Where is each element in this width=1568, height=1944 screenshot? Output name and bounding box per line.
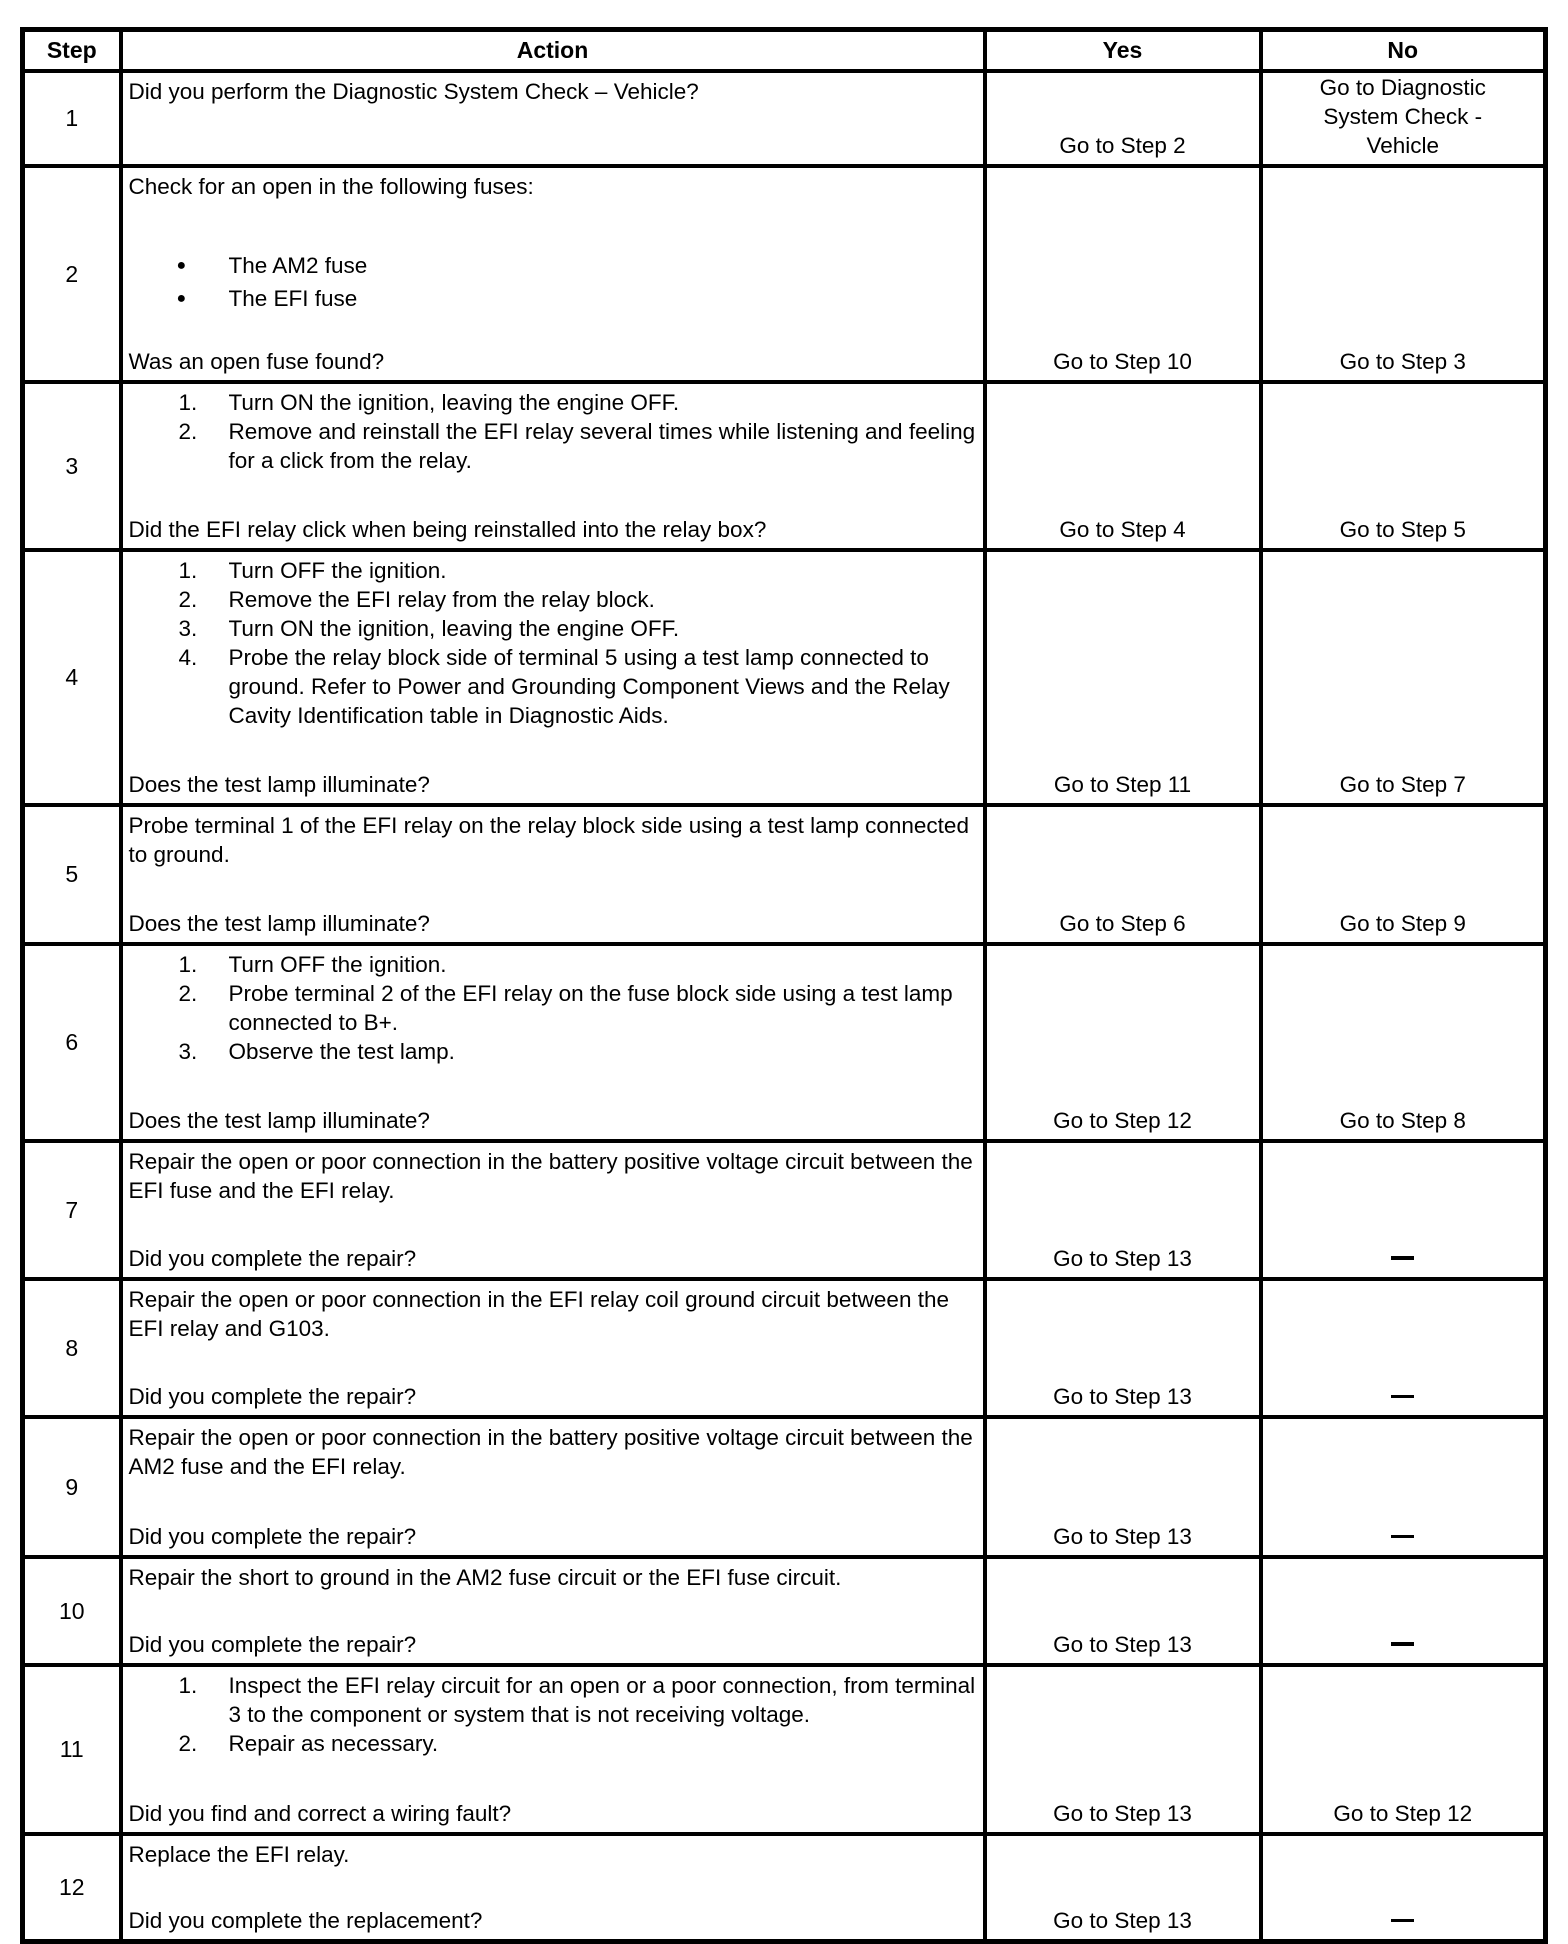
step-number: 2 [23,166,121,382]
no-link[interactable]: Go to Step 8 [1339,1108,1466,1133]
no-link[interactable]: Go to Step 3 [1339,349,1466,374]
action-question: Did you complete the repair? [128,1246,417,1271]
list-item: 4. Probe the relay block side of terminal 5 using a test lamp connected to ground. Refer to Power and Grounding Component Views and the Relay Cavity Identification table in Diagnostic Aids. [178,645,950,728]
list-item: 1. Turn ON the ignition, leaving the engine OFF. [178,390,680,415]
action-question: Did you complete the repair? [128,1384,417,1409]
action-question: Did you find and correct a wiring fault? [128,1801,512,1826]
no-cell [1261,1141,1546,1279]
action-question: Did you complete the replacement? [128,1908,483,1933]
list-item: 3. Observe the test lamp. [178,1039,455,1064]
yes-cell [985,805,1261,944]
no-cell [1261,944,1546,1141]
action-question: Does the test lamp illuminate? [128,911,430,936]
yes-cell [985,382,1261,550]
action-cell [121,382,985,550]
no-action-dash [1391,1535,1414,1538]
yes-link[interactable]: Go to Step 13 [1053,1908,1192,1933]
step-number: 6 [23,944,121,1141]
yes-link[interactable]: Go to Step 13 [1053,1632,1192,1657]
step-number: 3 [23,382,121,550]
list-item: 2. Probe terminal 2 of the EFI relay on the fuse block side using a test lamp connected to B+. [178,981,953,1035]
yes-link[interactable]: Go to Step 12 [1053,1108,1192,1133]
yes-link[interactable]: Go to Step 10 [1053,349,1192,374]
list-item: 1. Turn OFF the ignition. [178,558,447,583]
action-cell [121,944,985,1141]
action-question: Did you complete the repair? [128,1524,417,1549]
yes-link[interactable]: Go to Step 4 [1059,517,1186,542]
action-cell [121,1141,985,1279]
action-cell [121,1279,985,1417]
action-intro: Did you perform the Diagnostic System Check – Vehicle? [128,79,699,104]
no-link[interactable]: Go to Step 7 [1339,772,1466,797]
table-row [23,382,1546,550]
action-question: Does the test lamp illuminate? [128,772,430,797]
no-action-dash [1391,1919,1414,1922]
table-row [23,1665,1546,1834]
numbered-steps [129,950,979,1066]
action-intro: Check for an open in the following fuses: [128,174,534,199]
no-cell [1261,550,1546,805]
table-row [23,71,1546,166]
numbered-steps [129,556,979,730]
yes-link[interactable]: Go to Step 13 [1053,1246,1192,1271]
table-row [23,1279,1546,1417]
action-cell [121,1834,985,1942]
diagnostic-table [20,27,1548,1944]
table-row [23,805,1546,944]
action-cell [121,1557,985,1665]
yes-cell [985,1417,1261,1557]
yes-cell [985,944,1261,1141]
table-row [23,550,1546,805]
action-intro: Repair the short to ground in the AM2 fuse circuit or the EFI fuse circuit. [128,1565,842,1590]
yes-cell [985,1834,1261,1942]
header-yes: Yes [985,30,1261,72]
no-link[interactable]: Go to Step 5 [1339,517,1466,542]
no-link[interactable]: Go to Step 12 [1333,1801,1473,1826]
table-row [23,1417,1546,1557]
yes-cell [985,1665,1261,1834]
yes-cell [985,71,1261,166]
yes-cell [985,1141,1261,1279]
table-row [23,1141,1546,1279]
numbered-steps [129,388,979,475]
step-number: 9 [23,1417,121,1557]
no-cell [1261,382,1546,550]
no-action-dash [1391,1256,1414,1260]
list-item: 2. Remove the EFI relay from the relay block. [178,587,655,612]
table-row [23,166,1546,382]
numbered-steps [129,1671,979,1758]
step-number: 5 [23,805,121,944]
step-number: 12 [23,1834,121,1942]
no-cell [1261,1665,1546,1834]
yes-cell [985,166,1261,382]
header-step: Step [23,30,121,72]
yes-link[interactable]: Go to Step 6 [1059,911,1186,936]
table-row [23,1834,1546,1942]
no-action-dash [1391,1395,1414,1398]
no-cell [1261,166,1546,382]
yes-link[interactable]: Go to Step 2 [1059,133,1186,158]
action-question: Did the EFI relay click when being reinstalled into the relay box? [128,517,767,542]
yes-link[interactable]: Go to Step 13 [1053,1524,1192,1549]
no-cell [1261,1417,1546,1557]
action-question: Does the test lamp illuminate? [128,1108,430,1133]
list-item: 2. Repair as necessary. [178,1731,439,1756]
action-question: Did you complete the repair? [128,1632,417,1657]
no-cell [1261,805,1546,944]
action-cell [121,71,985,166]
action-intro: Repair the open or poor connection in the battery positive voltage circuit between the EFI fuse and the EFI relay. [128,1149,973,1203]
fuse-list [129,249,979,315]
step-number: 8 [23,1279,121,1417]
yes-link[interactable]: Go to Step 13 [1053,1384,1192,1409]
list-item: 3. Turn ON the ignition, leaving the engine OFF. [178,616,680,641]
yes-cell [985,1279,1261,1417]
header-no: No [1261,30,1546,72]
no-cell [1261,71,1546,166]
step-number: 4 [23,550,121,805]
no-action-dash [1391,1642,1414,1646]
action-cell [121,1665,985,1834]
yes-cell [985,550,1261,805]
list-item: ● The EFI fuse [177,282,979,315]
list-item: 1. Turn OFF the ignition. [178,952,447,977]
table-row [23,1557,1546,1665]
list-item: 1. Inspect the EFI relay circuit for an open or a poor connection, from terminal 3 to the component or system that is not receiving voltage. [178,1673,976,1727]
list-item: ● The AM2 fuse [177,249,979,282]
action-intro: Probe terminal 1 of the EFI relay on the relay block side using a test lamp connected to ground. [128,813,969,867]
no-cell [1261,1834,1546,1942]
action-question: Was an open fuse found? [128,349,385,374]
action-cell [121,166,985,382]
action-intro: Replace the EFI relay. [128,1842,350,1867]
header-action: Action [121,30,985,72]
action-cell [121,805,985,944]
step-number: 1 [23,71,121,166]
list-item: 2. Remove and reinstall the EFI relay several times while listening and feeling for a click from the relay. [178,419,976,473]
no-cell [1261,1557,1546,1665]
table-row [23,944,1546,1141]
header-row [23,30,1546,72]
action-cell [121,550,985,805]
step-number: 11 [23,1665,121,1834]
no-cell [1261,1279,1546,1417]
step-number: 7 [23,1141,121,1279]
yes-cell [985,1557,1261,1665]
step-number: 10 [23,1557,121,1665]
action-intro: Repair the open or poor connection in the battery positive voltage circuit between the AM2 fuse and the EFI relay. [128,1425,973,1479]
action-cell [121,1417,985,1557]
no-link[interactable]: Go to Diagnostic System Check - Vehicle [1319,75,1486,158]
yes-link[interactable]: Go to Step 13 [1053,1801,1192,1826]
no-link[interactable]: Go to Step 9 [1339,911,1466,936]
yes-link[interactable]: Go to Step 11 [1053,772,1192,797]
action-intro: Repair the open or poor connection in the EFI relay coil ground circuit between the EFI relay and G103. [128,1287,949,1341]
